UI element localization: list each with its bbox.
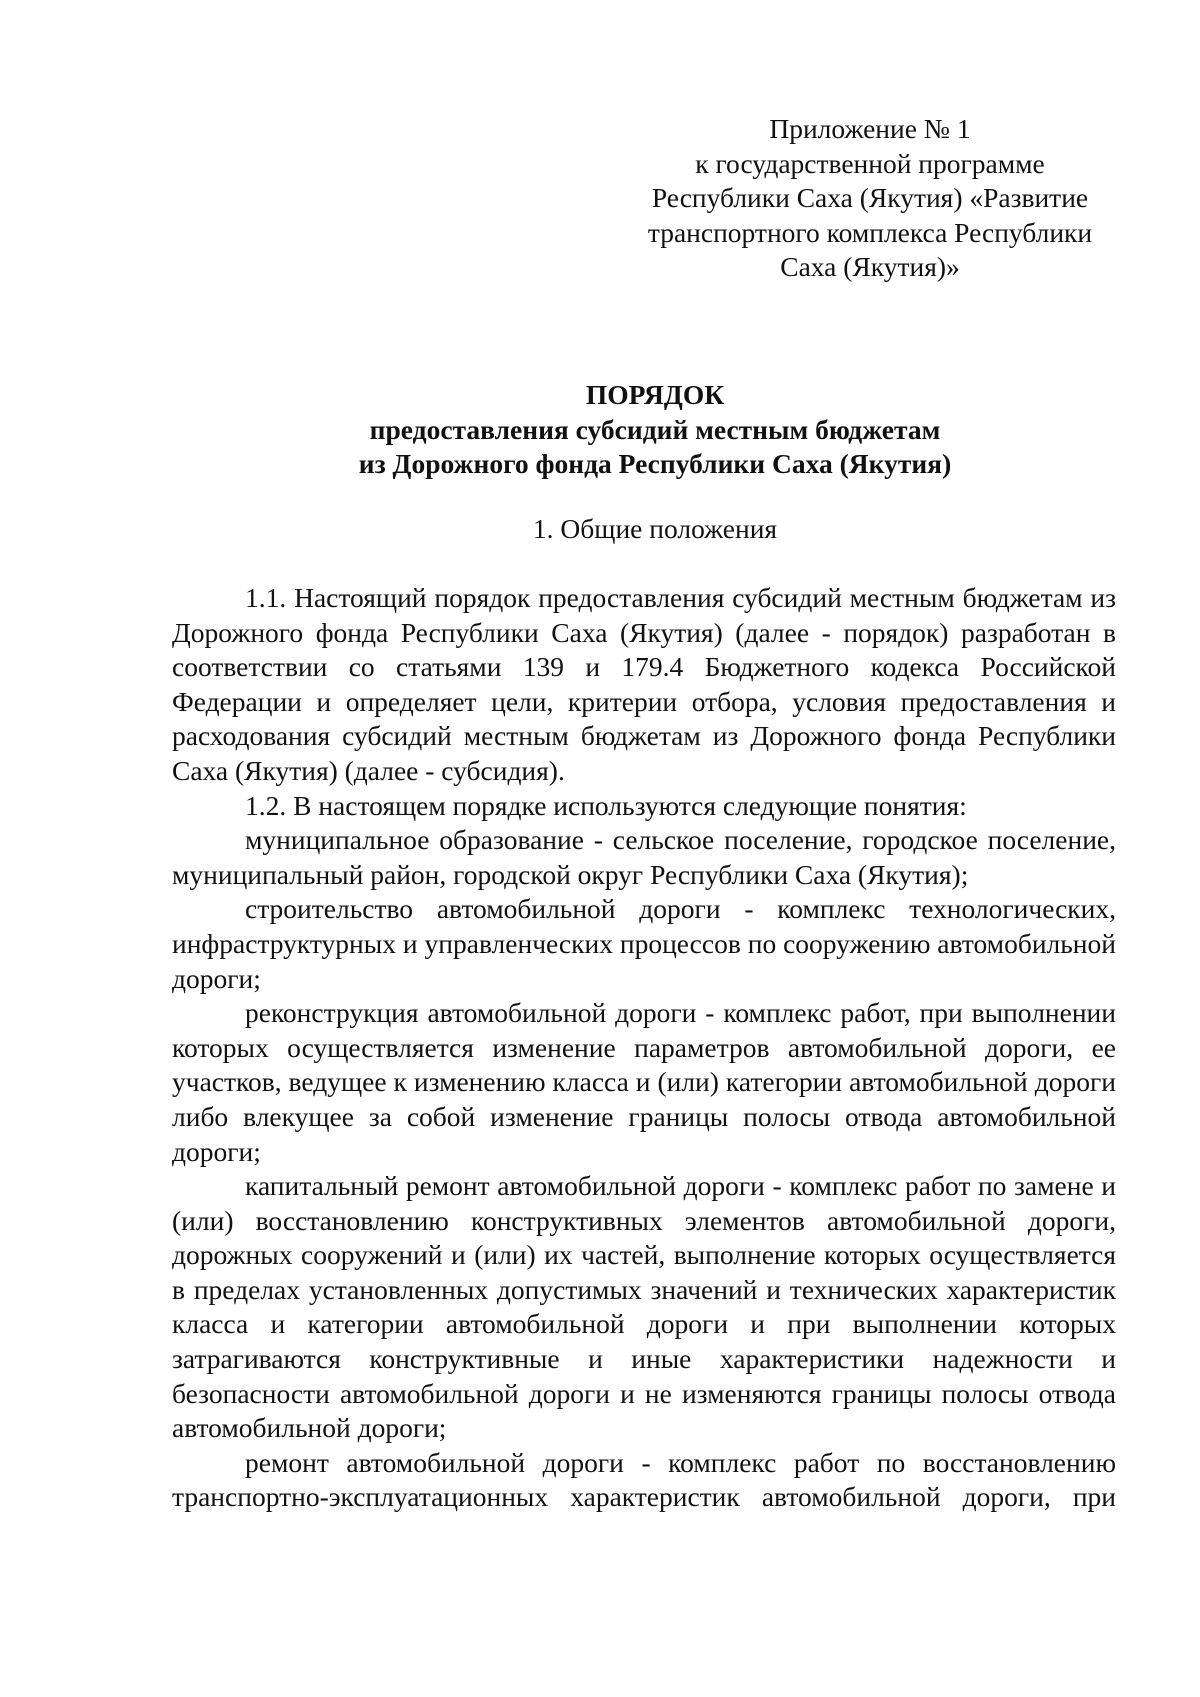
- body-text: [172, 581, 1116, 1515]
- document-title: [170, 378, 1140, 482]
- paragraph-1-2: 1.2. В настоящем порядке используются следующие понятия:: [245, 789, 967, 821]
- definition-capital-repair: капитальный ремонт автомобильной дороги - комплекс работ по замене и (или) восстановлению конструктивных элементов автомобильной дороги, дорожных сооружений и (или) их частей, выполнение которых осуществляется в пределах установленных допустимых значений и технических характеристик класса и категории автомобильной дороги и при выполнении которых затрагиваются конструктивные и иные характеристики надежности и безопасности автомобильной дороги и не изменяются границы полосы отвода автомобильной дороги;: [172, 1170, 1116, 1444]
- definition-reconstruction: реконструкция автомобильной дороги - комплекс работ, при выполнении которых осуществляется изменение параметров автомобильной дороги, ее участков, ведущее к изменению класса и (или) категории автомобильной дороги либо влекущее за собой изменение границы полосы отвода автомобильной дороги;: [172, 997, 1116, 1167]
- title-subtitle-line: из Дорожного фонда Республики Саха (Якутия): [358, 448, 952, 479]
- appendix-line: Приложение № 1: [769, 113, 971, 144]
- section-heading: 1. Общие положения: [532, 513, 778, 544]
- paragraph-1-1: 1.1. Настоящий порядок предоставления субсидий местным бюджетам из Дорожного фонда Республики Саха (Якутия) (далее - порядок) разработан в соответствии со статьями 139 и 179.4 Бюджетного кодекса Российской Федерации и определяет цели, критерии отбора, условия предоставления и расходования субсидий местным бюджетам из Дорожного фонда Республики Саха (Якутия) (далее - субсидия).: [172, 582, 1116, 786]
- appendix-line: к государственной программе: [695, 147, 1045, 179]
- definition-repair: ремонт автомобильной дороги - комплекс работ по восстановлению транспортно-эксплуатационных характеристик автомобильной дороги, при: [172, 1446, 1116, 1513]
- title-subtitle-line: предоставления субсидий местным бюджетам: [369, 413, 941, 445]
- appendix-line: транспортного комплекса Республики: [647, 216, 1093, 248]
- appendix-line: Саха (Якутия)»: [780, 251, 960, 282]
- definition-construction: строительство автомобильной дороги - комплекс технологических, инфраструктурных и управленческих процессов по сооружению автомобильной дороги;: [172, 893, 1116, 994]
- title-main: ПОРЯДОК: [585, 379, 725, 410]
- appendix-reference: [600, 112, 1140, 285]
- appendix-line: Республики Саха (Якутия) «Развитие: [651, 182, 1089, 213]
- definition-municipality: муниципальное образование - сельское поселение, городское поселение, муниципальный район, городской округ Республики Саха (Якутия);: [172, 824, 1116, 890]
